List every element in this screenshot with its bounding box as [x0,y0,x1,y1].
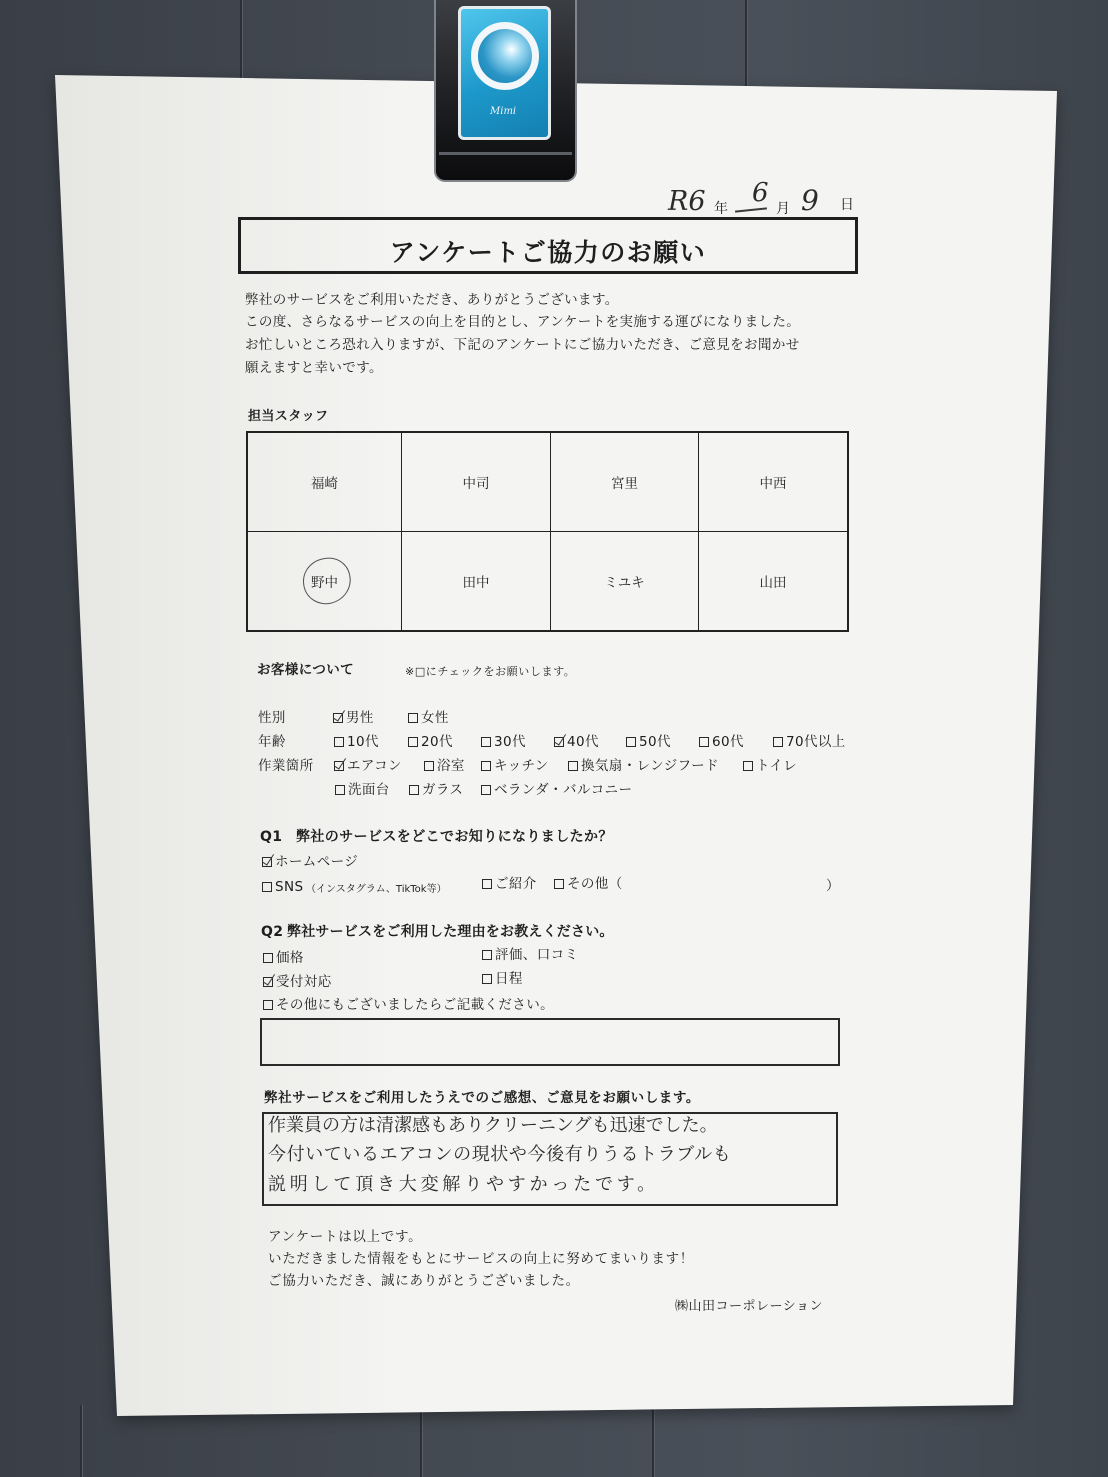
closing-line: ご協力いただき、誠にありがとうございました。 [268,1273,580,1289]
company-name: ㈱山田コーポレーション [675,1299,823,1314]
intro-line: 弊社のサービスをご利用いただき、ありがとうございます。 [245,292,619,308]
work-area-option [424,758,465,774]
option-label: 30代 [494,734,526,750]
work-area-option [335,782,390,798]
q1-option-homepage [262,854,358,870]
staff-name: 山田 [759,574,787,591]
checkbox [408,737,418,747]
age-option [773,734,846,750]
staff-name: 中西 [759,475,787,492]
option-label: エアコン [347,758,402,774]
checkbox [773,737,783,747]
intro-line: この度、さらなるサービスの向上を目的とし、アンケートを実施する運びになりました。 [245,314,801,330]
q1-option-referral [482,876,537,892]
checkbox [482,950,492,960]
staff-name: 中司 [462,475,490,492]
staff-cell [699,433,847,532]
staff-cell [551,532,699,631]
gender-option [408,710,449,726]
checkbox [334,761,344,771]
option-label: 浴室 [437,758,465,774]
date-month-label: 月 [776,201,791,217]
option-label: 換気扇・レンジフード [581,758,719,774]
option-label: 価格 [276,950,304,966]
age-label: 年齢 [258,734,286,750]
q1-number: Q1 [260,829,283,845]
q2-option-reviews [482,947,578,963]
checkbox [568,761,578,771]
option-label: SNS [275,879,304,895]
checkbox [335,785,345,795]
q2-other-answer-box [260,1018,840,1066]
q1-option-other [554,876,623,892]
option-label: 60代 [712,734,744,750]
feedback-answer-line: 作業員の方は清潔感もありクリーニングも迅速でした。 [268,1115,718,1136]
option-label: その他（ [567,876,623,892]
work-area-option [409,782,463,798]
staff-table [246,431,849,632]
option-label: ガラス [422,782,464,798]
option-label: 40代 [567,734,599,750]
checkbox [482,879,492,889]
staff-cell [402,532,551,631]
staff-cell [551,433,699,532]
q2-option-other [263,997,554,1013]
checkbox [262,857,272,867]
checkbox [626,737,636,747]
checkbox [263,1000,273,1010]
staff-cell [248,433,402,532]
q1-sns-note: （インスタグラム、TikTok等） [306,884,447,895]
checkbox [481,761,491,771]
date-correction-strike [735,207,767,212]
age-option [554,734,599,750]
selection-circle [298,553,355,608]
option-label: その他にもございましたらご記載ください。 [276,997,554,1013]
staff-cell [248,532,402,631]
age-option [408,734,453,750]
clip-band [439,152,572,155]
checkbox [263,977,273,987]
staff-name: ミユキ [604,574,645,591]
gender-label: 性別 [258,710,286,726]
q1-question: 弊社のサービスをどこでお知りになりましたか？ [296,829,613,845]
intro-line: お忙しいところ恐れ入りますが、下記のアンケートにご協力いただき、ご意見をお聞かせ [245,337,800,353]
checkbox [408,713,418,723]
checkbox [334,737,344,747]
option-label: 70代以上 [786,734,846,750]
option-label: キッチン [494,758,549,774]
work-area-label: 作業箇所 [258,758,314,774]
option-label: トイレ [756,758,798,774]
q1-other-close: ） [826,878,840,894]
work-area-option [334,758,402,774]
option-label: 20代 [421,734,453,750]
checkbox [554,737,564,747]
page-title: アンケートご協力のお願い [389,237,707,267]
staff-name: 野中 [311,574,338,591]
age-option [626,734,671,750]
option-label: 男性 [346,710,374,726]
work-area-option [481,758,549,774]
customer-heading: お客様について [257,662,355,678]
option-label: 10代 [347,734,379,750]
option-label: 女性 [421,710,449,726]
date-day: 9 [801,184,819,217]
option-label: 日程 [495,971,523,987]
q1-option-sns [262,879,303,895]
checkbox [263,953,273,963]
closing-line: アンケートは以上です。 [268,1229,423,1245]
option-label: 洗面台 [348,782,390,798]
checkbox [262,882,272,892]
gender-option [333,710,374,726]
date-day-label: 日 [840,197,855,213]
staff-cell [402,433,551,532]
checkbox [481,785,491,795]
intro-line: 願えますと幸いです。 [245,360,383,376]
work-area-option [481,782,632,798]
option-label: ホームページ [275,854,359,870]
checkbox [481,737,491,747]
q2-number: Q2 [261,924,284,940]
closing-line: いただきました情報をもとにサービスの向上に努めてまいります！ [268,1251,694,1267]
option-label: ご紹介 [495,876,537,892]
age-option [481,734,526,750]
q2-question: 弊社サービスをご利用した理由をお教えください。 [287,924,614,940]
title-box [238,217,858,274]
date-month: 6 [752,178,769,208]
staff-name: 田中 [462,574,490,591]
q2-option-price [263,950,304,966]
option-label: 50代 [639,734,671,750]
q2-option-reception [263,974,332,990]
age-option [699,734,744,750]
feedback-answer-line: 今付いているエアコンの現状や今後有りうるトラブルも [268,1144,732,1165]
checkbox [409,785,419,795]
checkbox [424,761,434,771]
feedback-heading: 弊社サービスをご利用したうえでのご感想、ご意見をお願いします。 [264,1090,701,1106]
date-era-year: R6 [668,186,706,217]
work-area-option [568,758,719,774]
work-area-option [743,758,797,774]
age-option [334,734,379,750]
staff-cell [699,532,847,631]
checkbox [482,974,492,984]
customer-note: ※□にチェックをお願いします。 [405,665,576,678]
checkbox [554,879,564,889]
staff-name: 福崎 [311,475,338,492]
staff-name: 宮里 [611,475,638,492]
logo-text: Mimi [490,106,517,117]
staff-heading: 担当スタッフ [248,409,329,424]
checkbox [699,737,709,747]
option-label: 評価、口コミ [495,947,579,963]
option-label: 受付対応 [276,974,332,990]
logo-icon [471,22,539,90]
date-year-label: 年 [714,201,729,217]
checkbox [333,713,343,723]
feedback-answer-line: 説明して頂き大変解りやすかったです。 [268,1174,659,1195]
checkbox [743,761,753,771]
q2-option-schedule [482,971,523,987]
option-label: ベランダ・バルコニー [494,782,633,798]
